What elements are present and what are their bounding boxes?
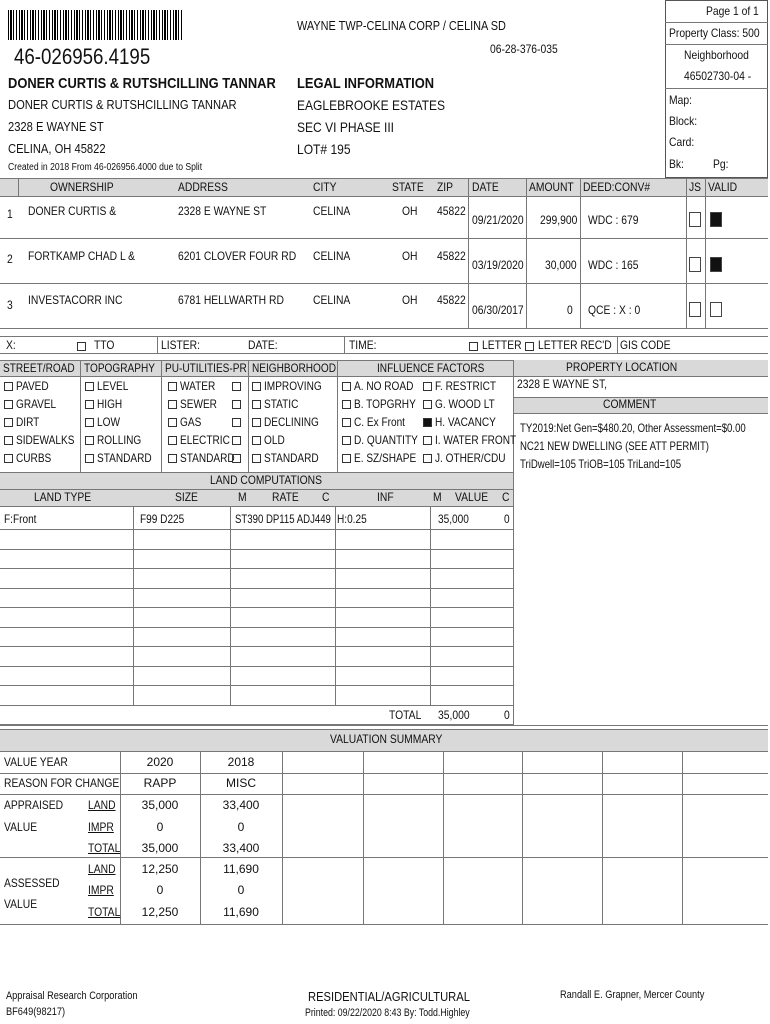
influence-left-label: D. QUANTITY bbox=[354, 433, 418, 447]
valuation-title: VALUATION SUMMARY bbox=[330, 732, 443, 746]
influence-right-label: I. WATER FRONT bbox=[435, 433, 517, 447]
influence-left-option bbox=[342, 379, 425, 393]
col-valid: VALID bbox=[708, 180, 738, 194]
row-number: 1 bbox=[7, 207, 13, 221]
neigh-checkbox[interactable] bbox=[252, 418, 261, 427]
topo-checkbox[interactable] bbox=[85, 400, 94, 409]
influence-right-checkbox[interactable] bbox=[423, 454, 432, 463]
influence-right-checkbox[interactable] bbox=[423, 436, 432, 445]
influence-right-checkbox[interactable] bbox=[423, 382, 432, 391]
footer-form-code: BF649(98217) bbox=[6, 1006, 66, 1018]
land-rate: ST390 DP115 ADJ449 bbox=[235, 512, 331, 526]
valuation-ass-land-cell: 11,690 bbox=[223, 862, 259, 876]
land-total-c: 0 bbox=[504, 708, 510, 722]
util-label: SEWER bbox=[180, 397, 217, 411]
row-amount: 0 bbox=[567, 303, 573, 317]
footer-company: Appraisal Research Corporation bbox=[6, 990, 138, 1002]
valuation-app-impr-cell: 0 bbox=[237, 820, 245, 834]
street-checkbox[interactable] bbox=[4, 382, 13, 391]
col-ownership: OWNERSHIP bbox=[50, 180, 114, 194]
topo-option bbox=[85, 415, 124, 429]
topo-option bbox=[85, 397, 127, 411]
neigh-label: STATIC bbox=[264, 397, 299, 411]
street-option bbox=[4, 397, 64, 411]
influence-right-label: F. RESTRICT bbox=[435, 379, 497, 393]
ass-impr-label: IMPR bbox=[88, 883, 114, 897]
influence-right-option bbox=[423, 415, 507, 429]
influence-left-checkbox[interactable] bbox=[342, 454, 351, 463]
neigh-option bbox=[252, 379, 333, 393]
street-label: DIRT bbox=[16, 415, 40, 429]
neighborhood-value: 46502730-04 - bbox=[684, 69, 752, 83]
neigh-label: OLD bbox=[264, 433, 285, 447]
neigh-option bbox=[252, 415, 329, 429]
row-owner: INVESTACORR INC bbox=[28, 293, 123, 307]
app-impr-label: IMPR bbox=[88, 820, 114, 834]
valuation-reason-cell: MISC bbox=[226, 776, 256, 790]
util-label: GAS bbox=[180, 415, 202, 429]
row-address: 6201 CLOVER FOUR RD bbox=[178, 249, 297, 263]
time-label: TIME: bbox=[349, 338, 377, 352]
neigh-checkbox[interactable] bbox=[252, 436, 261, 445]
land-col-c: C bbox=[322, 490, 330, 504]
footer-auditor: Randall E. Grapner, Mercer County bbox=[560, 989, 705, 1001]
util-private-checkbox[interactable] bbox=[232, 436, 241, 445]
row-city: CELINA bbox=[313, 249, 351, 263]
legal-line2: SEC VI PHASE III bbox=[297, 119, 395, 135]
owner-name-bold: DONER CURTIS & RUTSHCILLING TANNAR bbox=[8, 75, 276, 92]
valuation-app-impr-cell: 0 bbox=[156, 820, 164, 834]
street-label: PAVED bbox=[16, 379, 49, 393]
owner-address-line2: CELINA, OH 45822 bbox=[8, 141, 106, 156]
app-total-label: TOTAL bbox=[88, 841, 121, 855]
lister-label: LISTER: bbox=[161, 338, 201, 352]
topo-label: LEVEL bbox=[97, 379, 129, 393]
row-address: 6781 HELLWARTH RD bbox=[178, 293, 284, 307]
influence-left-option bbox=[342, 451, 428, 465]
influence-title: INFLUENCE FACTORS bbox=[377, 361, 485, 375]
influence-right-label: G. WOOD LT bbox=[435, 397, 495, 411]
row-owner: DONER CURTIS & bbox=[28, 204, 117, 218]
util-private-checkbox[interactable] bbox=[232, 418, 241, 427]
legal-info-title: LEGAL INFORMATION bbox=[297, 75, 435, 92]
row-number: 2 bbox=[7, 252, 13, 266]
util-label: STANDARD bbox=[180, 451, 235, 465]
col-js: JS bbox=[689, 180, 702, 194]
tto-checkbox[interactable] bbox=[77, 342, 86, 351]
gis-code-label: GIS CODE bbox=[620, 338, 671, 352]
land-inf: H:0.25 bbox=[337, 512, 367, 526]
util-checkbox[interactable] bbox=[168, 436, 177, 445]
neighborhood-title: NEIGHBORHOOD bbox=[252, 361, 337, 375]
topo-checkbox[interactable] bbox=[85, 454, 94, 463]
util-option bbox=[168, 397, 224, 411]
influence-left-label: C. Ex Front bbox=[354, 415, 405, 429]
util-label: WATER bbox=[180, 379, 216, 393]
util-option bbox=[168, 433, 239, 447]
neigh-checkbox[interactable] bbox=[252, 454, 261, 463]
col-state: STATE bbox=[392, 180, 424, 194]
street-option bbox=[4, 433, 86, 447]
owner-name: DONER CURTIS & RUTSHCILLING TANNAR bbox=[8, 97, 237, 112]
influence-left-option bbox=[342, 433, 430, 447]
valuation-reason-cell: RAPP bbox=[143, 776, 177, 790]
owner-address-line1: 2328 E WAYNE ST bbox=[8, 119, 104, 134]
row-zip: 45822 bbox=[437, 204, 466, 218]
row-number: 3 bbox=[7, 298, 13, 312]
neigh-label: STANDARD bbox=[264, 451, 319, 465]
influence-right-option bbox=[423, 433, 532, 447]
land-c: 0 bbox=[504, 512, 510, 526]
street-checkbox[interactable] bbox=[4, 454, 13, 463]
street-checkbox[interactable] bbox=[4, 418, 13, 427]
row-zip: 45822 bbox=[437, 249, 466, 263]
neigh-option bbox=[252, 397, 305, 411]
land-col-m: M bbox=[238, 490, 247, 504]
util-option bbox=[168, 415, 205, 429]
influence-right-checkbox[interactable] bbox=[423, 418, 432, 427]
street-checkbox[interactable] bbox=[4, 436, 13, 445]
valuation-ass-land-cell: 12,250 bbox=[141, 862, 179, 876]
street-option bbox=[4, 379, 55, 393]
row-state: OH bbox=[402, 204, 418, 218]
footer-printed: Printed: 09/22/2020 8:43 By: Todd.Highley bbox=[305, 1007, 470, 1019]
route-number: 06-28-376-035 bbox=[490, 42, 558, 56]
topo-option bbox=[85, 451, 162, 465]
util-private-checkbox[interactable] bbox=[232, 400, 241, 409]
land-col-rate: RATE bbox=[272, 490, 299, 504]
topo-checkbox[interactable] bbox=[85, 436, 94, 445]
valuation-ass-impr-cell: 0 bbox=[237, 883, 245, 897]
row-state: OH bbox=[402, 293, 418, 307]
util-checkbox[interactable] bbox=[168, 418, 177, 427]
district: WAYNE TWP-CELINA CORP / CELINA SD bbox=[297, 18, 506, 33]
row-zip: 45822 bbox=[437, 293, 466, 307]
influence-left-checkbox[interactable] bbox=[342, 382, 351, 391]
footer-class: RESIDENTIAL/AGRICULTURAL bbox=[308, 989, 470, 1004]
row-deed: WDC : 679 bbox=[588, 213, 639, 227]
letter-checkbox[interactable] bbox=[469, 342, 478, 351]
neighborhood-label: Neighborhood bbox=[684, 48, 749, 62]
js-checkbox[interactable] bbox=[689, 302, 701, 317]
js-checkbox[interactable] bbox=[689, 257, 701, 272]
neigh-option bbox=[252, 433, 289, 447]
topo-checkbox[interactable] bbox=[85, 418, 94, 427]
x-label: X: bbox=[6, 338, 16, 352]
street-checkbox[interactable] bbox=[4, 400, 13, 409]
ownership-header-bar bbox=[0, 178, 768, 196]
bk-label: Bk: bbox=[669, 157, 684, 171]
date-label: DATE: bbox=[248, 338, 278, 352]
valuation-ass-impr-cell: 0 bbox=[156, 883, 164, 897]
influence-left-option bbox=[342, 415, 415, 429]
influence-left-checkbox[interactable] bbox=[342, 418, 351, 427]
created-note: Created in 2018 From 46-026956.4000 due to Split bbox=[8, 162, 203, 173]
property-class: Property Class: 500 bbox=[669, 26, 760, 40]
influence-left-label: E. SZ/SHAPE bbox=[354, 451, 417, 465]
ass-total-label: TOTAL bbox=[88, 905, 121, 919]
util-checkbox[interactable] bbox=[168, 382, 177, 391]
value-year-label: VALUE YEAR bbox=[4, 755, 68, 769]
influence-right-label: J. OTHER/CDU bbox=[435, 451, 506, 465]
row-address: 2328 E WAYNE ST bbox=[178, 204, 267, 218]
row-amount: 30,000 bbox=[545, 258, 577, 272]
influence-left-label: A. NO ROAD bbox=[354, 379, 414, 393]
valuation-app-land-cell: 35,000 bbox=[141, 798, 179, 812]
util-private-checkbox[interactable] bbox=[232, 454, 241, 463]
street-title: STREET/ROAD bbox=[3, 361, 75, 375]
topo-option bbox=[85, 433, 150, 447]
land-total-label: TOTAL bbox=[389, 708, 422, 722]
land-col-size: SIZE bbox=[175, 490, 198, 504]
row-amount: 299,900 bbox=[540, 213, 578, 227]
property-location-value: 2328 E WAYNE ST, bbox=[517, 377, 608, 391]
topo-label: ROLLING bbox=[97, 433, 142, 447]
comment-line3: TriDwell=105 TriOB=105 TriLand=105 bbox=[520, 457, 682, 471]
topo-label: HIGH bbox=[97, 397, 123, 411]
card-label: Card: bbox=[669, 135, 695, 149]
land-size: F99 D225 bbox=[140, 512, 185, 526]
valuation-app-land-cell: 33,400 bbox=[222, 798, 260, 812]
comment-line2: NC21 NEW DWELLING (SEE ATT PERMIT) bbox=[520, 439, 710, 453]
street-option bbox=[4, 451, 58, 465]
col-deed: DEED:CONV# bbox=[583, 180, 651, 194]
influence-left-option bbox=[342, 397, 428, 411]
land-col-value: VALUE bbox=[455, 490, 489, 504]
valuation-ass-total-cell: 12,250 bbox=[141, 905, 179, 919]
topo-label: STANDARD bbox=[97, 451, 152, 465]
influence-left-checkbox[interactable] bbox=[342, 436, 351, 445]
barcode bbox=[8, 10, 184, 40]
assessed-label: ASSESSED bbox=[4, 876, 60, 890]
valid-checkbox[interactable] bbox=[710, 302, 722, 317]
influence-right-option bbox=[423, 397, 506, 411]
land-value: 35,000 bbox=[438, 512, 469, 526]
letter-label: LETTER bbox=[482, 338, 522, 352]
appraised-value-label: VALUE bbox=[4, 820, 38, 834]
neigh-label: DECLINING bbox=[264, 415, 319, 429]
land-col-inf: INF bbox=[377, 490, 394, 504]
row-deed: QCE : X : 0 bbox=[588, 303, 641, 317]
row-city: CELINA bbox=[313, 204, 351, 218]
influence-right-option bbox=[423, 451, 519, 465]
parcel-number: 46-026956.4195 bbox=[14, 44, 151, 69]
valuation-year-cell: 2018 bbox=[227, 755, 255, 769]
street-label: GRAVEL bbox=[16, 397, 57, 411]
topo-label: LOW bbox=[97, 415, 120, 429]
util-label: ELECTRIC bbox=[180, 433, 230, 447]
legal-line3: LOT# 195 bbox=[297, 141, 351, 157]
page-indicator: Page 1 of 1 bbox=[706, 4, 759, 18]
row-city: CELINA bbox=[313, 293, 351, 307]
block-label: Block: bbox=[669, 114, 698, 128]
street-label: CURBS bbox=[16, 451, 52, 465]
valuation-app-total-cell: 33,400 bbox=[222, 841, 260, 855]
neigh-label: IMPROVING bbox=[264, 379, 322, 393]
topo-title: TOPOGRAPHY bbox=[84, 361, 155, 375]
letter-recd-label: LETTER REC'D bbox=[538, 338, 612, 352]
map-label: Map: bbox=[669, 93, 692, 107]
ass-land-label: LAND bbox=[88, 862, 116, 876]
util-checkbox[interactable] bbox=[168, 454, 177, 463]
street-label: SIDEWALKS bbox=[16, 433, 75, 447]
valuation-ass-total-cell: 11,690 bbox=[223, 905, 259, 919]
col-city: CITY bbox=[313, 180, 337, 194]
comment-title: COMMENT bbox=[603, 397, 657, 411]
property-location-title: PROPERTY LOCATION bbox=[566, 360, 678, 374]
row-deed: WDC : 165 bbox=[588, 258, 639, 272]
appraised-label: APPRAISED bbox=[4, 798, 64, 812]
neigh-checkbox[interactable] bbox=[252, 382, 261, 391]
reason-label: REASON FOR CHANGE bbox=[4, 776, 120, 790]
influence-left-label: B. TOPGRHY bbox=[354, 397, 416, 411]
row-state: OH bbox=[402, 249, 418, 263]
legal-line1: EAGLEBROOKE ESTATES bbox=[297, 97, 446, 113]
land-col-c2: C bbox=[502, 490, 510, 504]
row-date: 09/21/2020 bbox=[472, 213, 524, 227]
utilities-title: PU-UTILITIES-PR bbox=[165, 361, 247, 375]
land-col-m2: M bbox=[433, 490, 442, 504]
row-date: 06/30/2017 bbox=[472, 303, 524, 317]
land-title: LAND COMPUTATIONS bbox=[210, 473, 323, 487]
util-private-checkbox[interactable] bbox=[232, 382, 241, 391]
valid-checkbox[interactable] bbox=[710, 257, 722, 272]
valid-checkbox[interactable] bbox=[710, 212, 722, 227]
topo-option bbox=[85, 379, 134, 393]
valuation-app-total-cell: 35,000 bbox=[141, 841, 179, 855]
street-option bbox=[4, 415, 44, 429]
topo-checkbox[interactable] bbox=[85, 382, 94, 391]
col-address: ADDRESS bbox=[178, 180, 228, 194]
js-checkbox[interactable] bbox=[689, 212, 701, 227]
col-date: DATE bbox=[472, 180, 499, 194]
pg-label: Pg: bbox=[713, 157, 729, 171]
influence-right-checkbox[interactable] bbox=[423, 400, 432, 409]
valuation-year-cell: 2020 bbox=[146, 755, 174, 769]
influence-left-checkbox[interactable] bbox=[342, 400, 351, 409]
land-total-value: 35,000 bbox=[438, 708, 470, 722]
col-amount: AMOUNT bbox=[529, 180, 574, 194]
neigh-option bbox=[252, 451, 329, 465]
col-zip: ZIP bbox=[437, 180, 454, 194]
tto-label: TTO bbox=[94, 338, 115, 352]
comment-line1: TY2019:Net Gen=$480.20, Other Assessment=$0.00 bbox=[520, 421, 746, 435]
util-checkbox[interactable] bbox=[168, 400, 177, 409]
row-date: 03/19/2020 bbox=[472, 258, 524, 272]
app-land-label: LAND bbox=[88, 798, 116, 812]
letter-recd-checkbox[interactable] bbox=[525, 342, 534, 351]
land-type: F:Front bbox=[4, 512, 37, 526]
land-col-type: LAND TYPE bbox=[34, 490, 92, 504]
influence-right-option bbox=[423, 379, 508, 393]
row-owner: FORTKAMP CHAD L & bbox=[28, 249, 136, 263]
util-option bbox=[168, 379, 222, 393]
neigh-checkbox[interactable] bbox=[252, 400, 261, 409]
influence-right-label: H. VACANCY bbox=[435, 415, 496, 429]
assessed-value-label: VALUE bbox=[4, 897, 38, 911]
